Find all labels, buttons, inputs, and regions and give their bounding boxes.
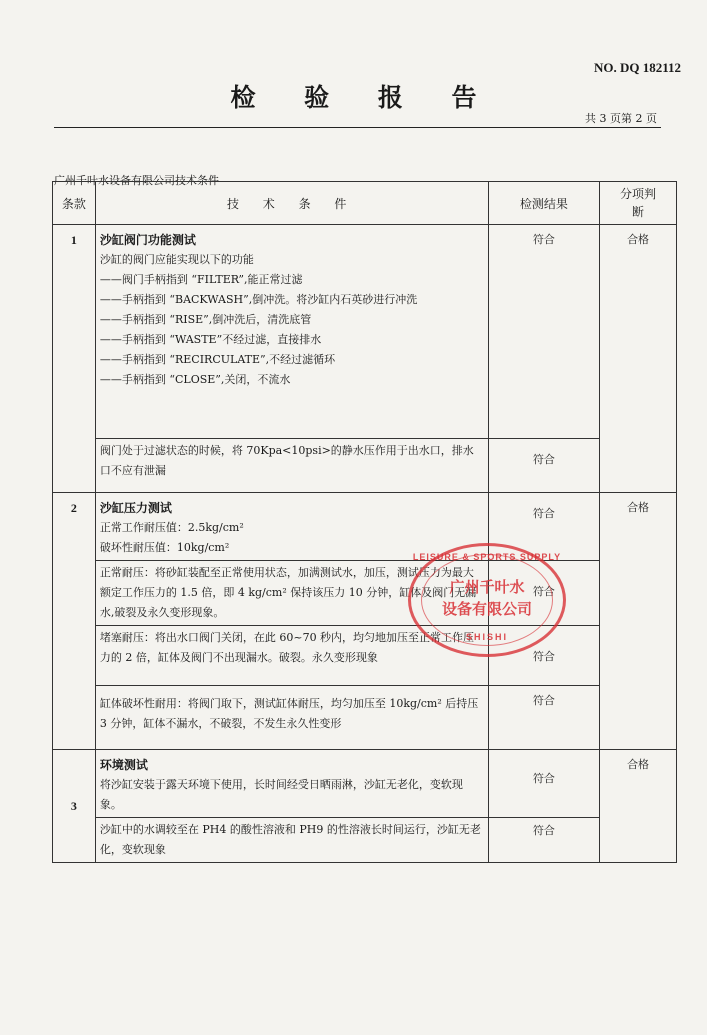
document-number: NO. DQ 182112 (593, 60, 681, 75)
item-1-result: 符合 (488, 225, 600, 439)
item-2-result-2: 符合 (488, 561, 600, 626)
item-2-number: 2 (53, 493, 96, 750)
header-verdict-text: 分项判断 (620, 187, 657, 219)
item-2-normal-pressure: 正常耐压：将砂缸装配至正常使用状态，加满测试水，加压，测试压力为最大额定工作压力的 1.5 倍，即 4 kg/cm² 保持该压力 10 分钟，缸体及阀门无漏水,破裂及永久变形现象。 (95, 561, 488, 626)
item-1-sub-result: 符合 (488, 439, 600, 493)
item-1-sub-condition: 阀门处于过滤状态的时候，将 70Kpa<10psi>的静水压作用于出水口，排水口不应有泄漏 (95, 439, 488, 493)
item-3-title: 环境测试 (99, 758, 148, 772)
item-2-verdict: 合格 (600, 493, 677, 750)
seal-top-text: LEISURE & SPORTS SUPPLY (412, 552, 562, 562)
header-verdict (600, 182, 677, 225)
company-doc-label: 广州千叶水设备有限公司技术条件 (54, 174, 219, 187)
item-3-line: 将沙缸安装于露天环境下使用，长时间经受日晒雨淋，沙缸无老化，变软现象。 (99, 778, 463, 811)
item-3-ph-test: 沙缸中的水调较至在 PH4 的酸性溶液和 PH9 的性溶液长时间运行，沙缸无老化，变软现象 (95, 818, 488, 863)
item-2-conditions (95, 493, 488, 561)
item-2-row-d (53, 686, 677, 750)
seal-line-2: 设备有限公司 (441, 600, 532, 618)
header-result: 检测结果 (488, 182, 600, 225)
header-rule (54, 127, 661, 128)
item-3-result-1: 符合 (488, 750, 600, 818)
item-1-title: 沙缸阀门功能测试 (99, 233, 196, 247)
item-2-result-4: 符合 (488, 686, 600, 750)
item-2-row-c (53, 626, 677, 686)
item-1-line: ——手柄指到 “RECIRCULATE”,不经过滤循环 (99, 353, 336, 366)
seal-bottom-text: SHISHI (465, 632, 508, 642)
item-2-title: 沙缸压力测试 (99, 501, 172, 515)
item-1-line: ——手柄指到 “CLOSE”,关闭，不流水 (99, 373, 291, 386)
item-1-line: ——手柄指到 “BACKWASH”,倒冲洗。将沙缸内石英砂进行冲洗 (99, 293, 418, 306)
item-3-number: 3 (53, 750, 96, 863)
item-1-intro: 沙缸的阀门应能实现以下的功能 (99, 253, 254, 266)
item-2-row-a (53, 493, 677, 561)
item-3-conditions (95, 750, 488, 818)
item-3-verdict: 合格 (600, 750, 677, 863)
item-1-line: ——阀门手柄指到 “FILTER”,能正常过滤 (99, 273, 303, 286)
item-1-row-b (53, 439, 677, 493)
item-3-result-2: 符合 (488, 818, 600, 863)
item-1-number: 1 (53, 225, 96, 493)
header-technical: 技 术 条 件 (95, 182, 488, 225)
table-header-row (53, 182, 677, 225)
item-2-row-b (53, 561, 677, 626)
item-1-line: ——手柄指到 “WASTE”不经过滤，直接排水 (99, 333, 322, 346)
item-2-block-pressure: 堵塞耐压：将出水口阀门关闭，在此 60~70 秒内，均匀地加压至正常工作压力的 2 倍，缸体及阀门不出现漏水。破裂。永久变形现象 (95, 626, 488, 686)
item-2-line: 正常工作耐压值：2.5kg/cm² (99, 521, 244, 534)
item-3-row-b (53, 818, 677, 863)
header-clause: 条款 (53, 182, 96, 225)
inspection-table (52, 181, 677, 863)
report-title: 检 验 报 告 (230, 83, 497, 112)
seal-line-1: 广州千叶水 (449, 578, 525, 596)
item-2-line: 破坏性耐压值：10kg/cm² (99, 541, 230, 554)
item-1-conditions (95, 225, 488, 439)
item-1-line: ——手柄指到 “RISE”,倒冲洗后，清洗底管 (99, 313, 312, 326)
item-1-row-a (53, 225, 677, 439)
page-info: 共 3 页第 2 页 (585, 112, 657, 125)
item-2-result-3: 符合 (488, 626, 600, 686)
item-2-result-1: 符合 (488, 493, 600, 561)
item-1-verdict: 合格 (600, 225, 677, 493)
item-3-row-a (53, 750, 677, 818)
item-2-burst-pressure: 缸体破坏性耐用：将阀门取下，测试缸体耐压，均匀加压至 10kg/cm² 后持压 3 分钟，缸体不漏水，不破裂，不发生永久性变形 (95, 686, 488, 750)
